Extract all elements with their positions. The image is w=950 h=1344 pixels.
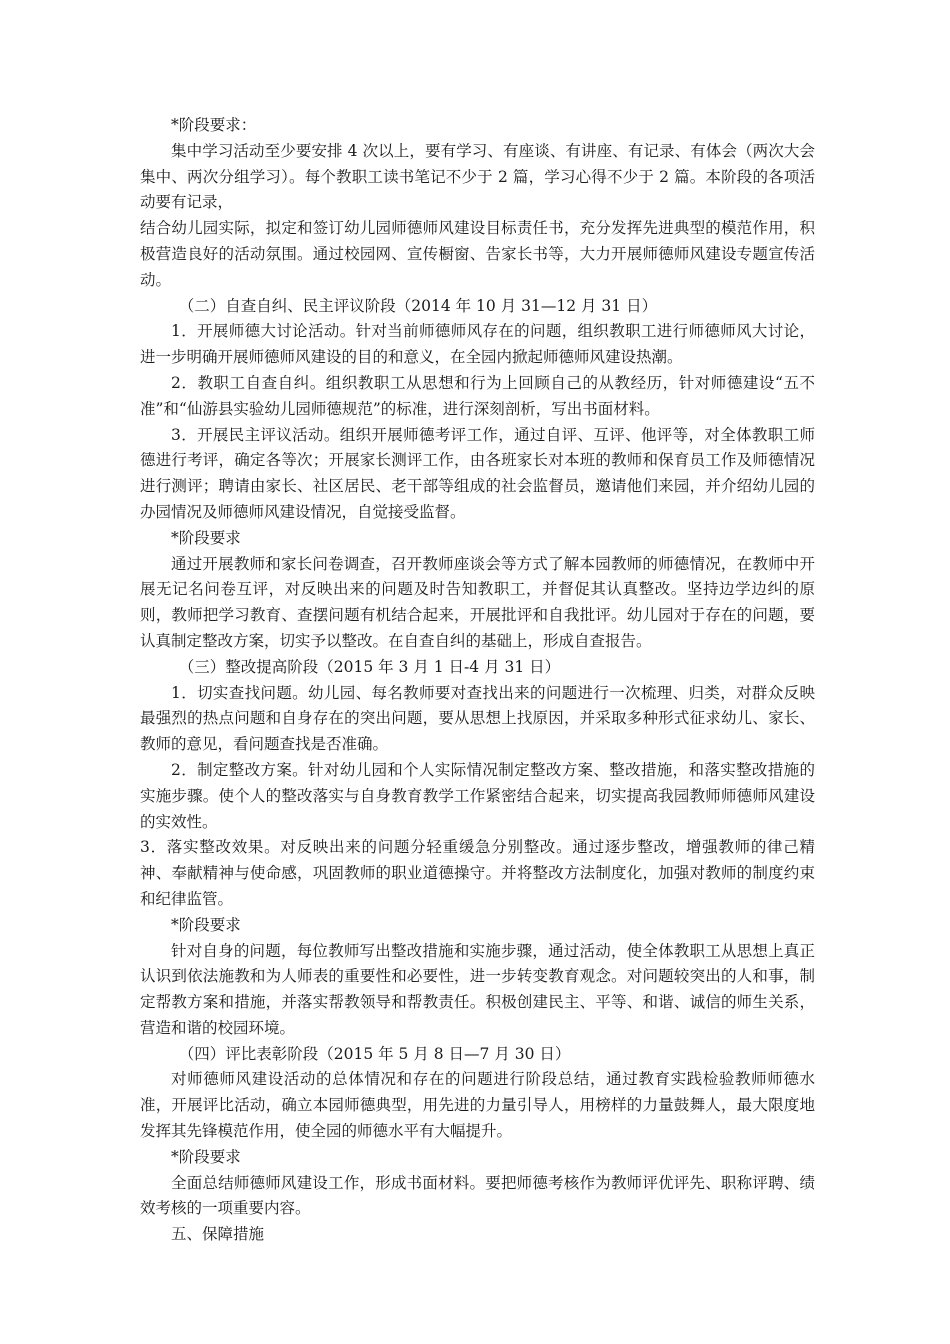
body-paragraph: 3．落实整改效果。对反映出来的问题分轻重缓急分别整改。通过逐步整改，增强教师的律己精神、奉献精神与使命感，巩固教师的职业道德操守。并将整改方法制度化，加强对教师的制度约束和纪律监管。 [140, 838, 815, 908]
body-paragraph: 3．开展民主评议活动。组织开展师德考评工作，通过自评、互评、他评等，对全体教职工师德进行考评，确定各等次；开展家长测评工作，由各班家长对本班的教师和保育员工作及师德情况进行测评；聘请由家长、社区居民、老干部等组成的社会监督员，邀请他们来园，并介绍幼儿园的办园情况及师德师风建设情况，自觉接受监督。 [140, 425, 815, 521]
section-heading: 五、保障措施 [171, 1225, 265, 1244]
section-heading: （三）整改提高阶段（2015 年 3 月 1 日-4 月 31 日） [178, 657, 561, 676]
body-paragraph: 1．开展师德大讨论活动。针对当前师德师风存在的问题，组织教职工进行师德师风大讨论，进一步明确开展师德师风建设的目的和意义，在全园内掀起师德师风建设热潮。 [140, 322, 815, 367]
body-paragraph: 集中学习活动至少要安排 4 次以上，要有学习、有座谈、有讲座、有记录、有体会（两次大会集中、两次分组学习）。每个教职工读书笔记不少于 2 篇，学习心得不少于 2 篇。本阶段的各项活动要有记录， [140, 141, 815, 212]
body-paragraph: 2．制定整改方案。针对幼儿园和个人实际情况制定整改方案、整改措施，和落实整改措施的实施步骤。使个人的整改落实与自身教育教学工作紧密结合起来，切实提高我园教师师德师风建设的实效性。 [140, 760, 815, 831]
document-page [140, 113, 815, 1248]
body-paragraph: 1．切实查找问题。幼儿园、每名教师要对查找出来的问题进行一次梳理、归类，对群众反映最强烈的热点问题和自身存在的突出问题，要从思想上找原因，并采取多种形式征求幼儿、家长、教师的意见，看问题查找是否准确。 [140, 683, 815, 754]
stage-requirement-label: *阶段要求 [171, 1147, 241, 1166]
stage-requirement-label: *阶段要求： [171, 116, 257, 134]
body-paragraph: 结合幼儿园实际，拟定和签订幼儿园师德师风建设目标责任书，充分发挥先进典型的模范作用，积极营造良好的活动氛围。通过校园网、宣传橱窗、告家长书等，大力开展师德师风建设专题宣传活动。 [140, 219, 815, 289]
body-paragraph: 针对自身的问题，每位教师写出整改措施和实施步骤，通过活动，使全体教职工从思想上真正认识到依法施教和为人师表的重要性和必要性，进一步转变教育观念。对问题较突出的人和事，制定帮教方案和措施，并落实帮教领导和帮教责任。积极创建民主、平等、和谐、诚信的师生关系，营造和谐的校园环境。 [140, 941, 815, 1037]
stage-requirement-label: *阶段要求 [171, 528, 241, 547]
stage-requirement-label: *阶段要求 [171, 915, 241, 934]
body-paragraph: 通过开展教师和家长问卷调查，召开教师座谈会等方式了解本园教师的师德情况，在教师中开展无记名问卷互评，对反映出来的问题及时告知教职工，并督促其认真整改。坚持边学边纠的原则，教师把学习教育、查摆问题有机结合起来，开展批评和自我批评。幼儿园对于存在的问题，要认真制定整改方案，切实予以整改。在自查自纠的基础上，形成自查报告。 [140, 554, 815, 650]
body-paragraph: 2．教职工自查自纠。组织教职工从思想和行为上回顾自己的从教经历，针对师德建设“五不准”和“仙游县实验幼儿园师德规范”的标准，进行深刻剖析，写出书面材料。 [140, 373, 815, 418]
section-heading: （四）评比表彰阶段（2015 年 5 月 8 日—7 月 30 日） [178, 1044, 571, 1063]
body-paragraph: 对师德师风建设活动的总体情况和存在的问题进行阶段总结，通过教育实践检验教师师德水准，开展评比活动，确立本园师德典型，用先进的力量引导人，用榜样的力量鼓舞人，最大限度地发挥其先锋模范作用，使全园的师德水平有大幅提升。 [140, 1070, 815, 1141]
body-paragraph: 全面总结师德师风建设工作，形成书面材料。要把师德考核作为教师评优评先、职称评聘、绩效考核的一项重要内容。 [140, 1173, 815, 1218]
section-heading: （二）自查自纠、民主评议阶段（2014 年 10 月 31—12 月 31 日） [178, 296, 658, 315]
